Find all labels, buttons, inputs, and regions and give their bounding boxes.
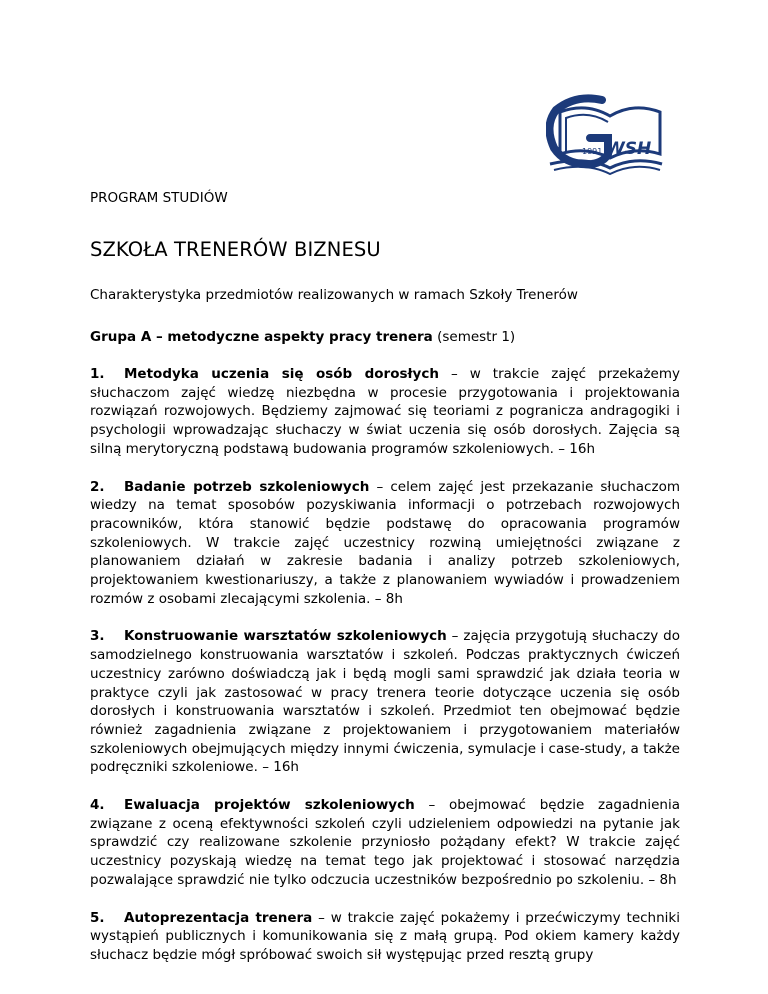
group-note: (semestr 1) [432, 329, 516, 345]
group-heading [90, 328, 680, 346]
course-item [90, 627, 680, 777]
course-number: 2. [90, 478, 105, 495]
document-content [90, 180, 680, 965]
course-item [90, 365, 680, 459]
course-description: – obejmować będzie zagadnienia związane z oceną efektywności szkoleń czyli udzieleniem odpowiedzi na pytanie jak sprawdzić czy realizowane szkolenie przyniosło pożądany efekt? W trakcie zajęć uczestnicy pozyskają wiedzę na temat tego jak projektować i stosować narzędzia pozwalające sprawdzić nie tylko odczucia uczestników bezpośrednio po szkoleniu. – 8h [90, 797, 680, 888]
course-name: Autoprezentacja trenera [124, 909, 313, 926]
logo-year: 1991 [582, 147, 603, 156]
page-title: SZKOŁA TRENERÓW BIZNESU [90, 238, 381, 261]
course-number: 5. [90, 909, 105, 926]
course-number: 1. [90, 366, 105, 382]
wsh-logo-icon [546, 92, 664, 176]
page-subtitle: Charakterystyka przedmiotów realizowanych w ramach Szkoły Trenerów [90, 287, 578, 303]
course-description: – w trakcie zajęć przekażemy słuchaczom zajęć wiedzę niezbędna w procesie przygotowania i projektowania rozwiązań rozwojowych. Będziemy zajmować się teoriami z pogranicza andragogiki i psychologii wprowadzając słuchaczy w świat uczenia się osób dorosłych. Zajęcia są silną merytoryczną podstawą budowania programów szkoleniowych. – 16h [90, 366, 680, 457]
course-name: Konstruowanie warsztatów szkoleniowych [124, 628, 447, 645]
course-number: 3. [90, 628, 105, 645]
group-name: Grupa A – metodyczne aspekty pracy trenera [90, 329, 433, 345]
course-description: – zajęcia przygotują słuchaczy do samodzielnego konstruowania warsztatów i szkoleń. Podczas praktycznych ćwiczeń uczestnicy zarówno doświadczą jak i będą mogli sami sprawdzić jak działa teoria w praktyce czyli jak zastosować w pracy trenera teorie dotyczące uczenia się osób dorosłych i konstruowania warsztatów i szkoleń. Przedmiot ten obejmować będzie również zagadnienia związane z projektowaniem i przygotowaniem materiałów szkoleniowych obejmujących między innymi ćwiczenia, symulacje i case-study, a także podręczniki szkoleniowe. – 16h [90, 628, 680, 776]
program-label: PROGRAM STUDIÓW [90, 190, 228, 206]
wsh-logo [546, 92, 664, 176]
course-item [90, 478, 680, 609]
course-description: – w trakcie zajęć pokażemy i przećwiczymy techniki wystąpień publicznych i komunikowania się z małą grupą. Pod okiem kamery każdy słuchacz będzie mógł spróbować swoich sił występując przed resztą grupy [90, 909, 680, 963]
course-item [90, 909, 680, 965]
course-number: 4. [90, 797, 105, 814]
course-item [90, 796, 680, 890]
logo-text: WSH [606, 139, 652, 159]
course-name: Ewaluacja projektów szkoleniowych [124, 797, 415, 814]
course-name: Metodyka uczenia się osób dorosłych [124, 366, 439, 382]
course-description: – celem zajęć jest przekazanie słuchaczom wiedzy na temat sposobów pozyskiwania informacji o potrzebach rozwojowych pracowników, która stanowić będzie podstawę do opracowania programów szkoleniowych. W trakcie zajęć uczestnicy rozwiną umiejętności związane z planowaniem działań w zakresie badania i analizy potrzeb szkoleniowych, projektowaniem kwestionariuszy, a także z planowaniem wywiadów i prowadzeniem rozmów z osobami zlecającymi szkolenia. – 8h [90, 478, 680, 607]
course-name: Badanie potrzeb szkoleniowych [124, 478, 370, 495]
